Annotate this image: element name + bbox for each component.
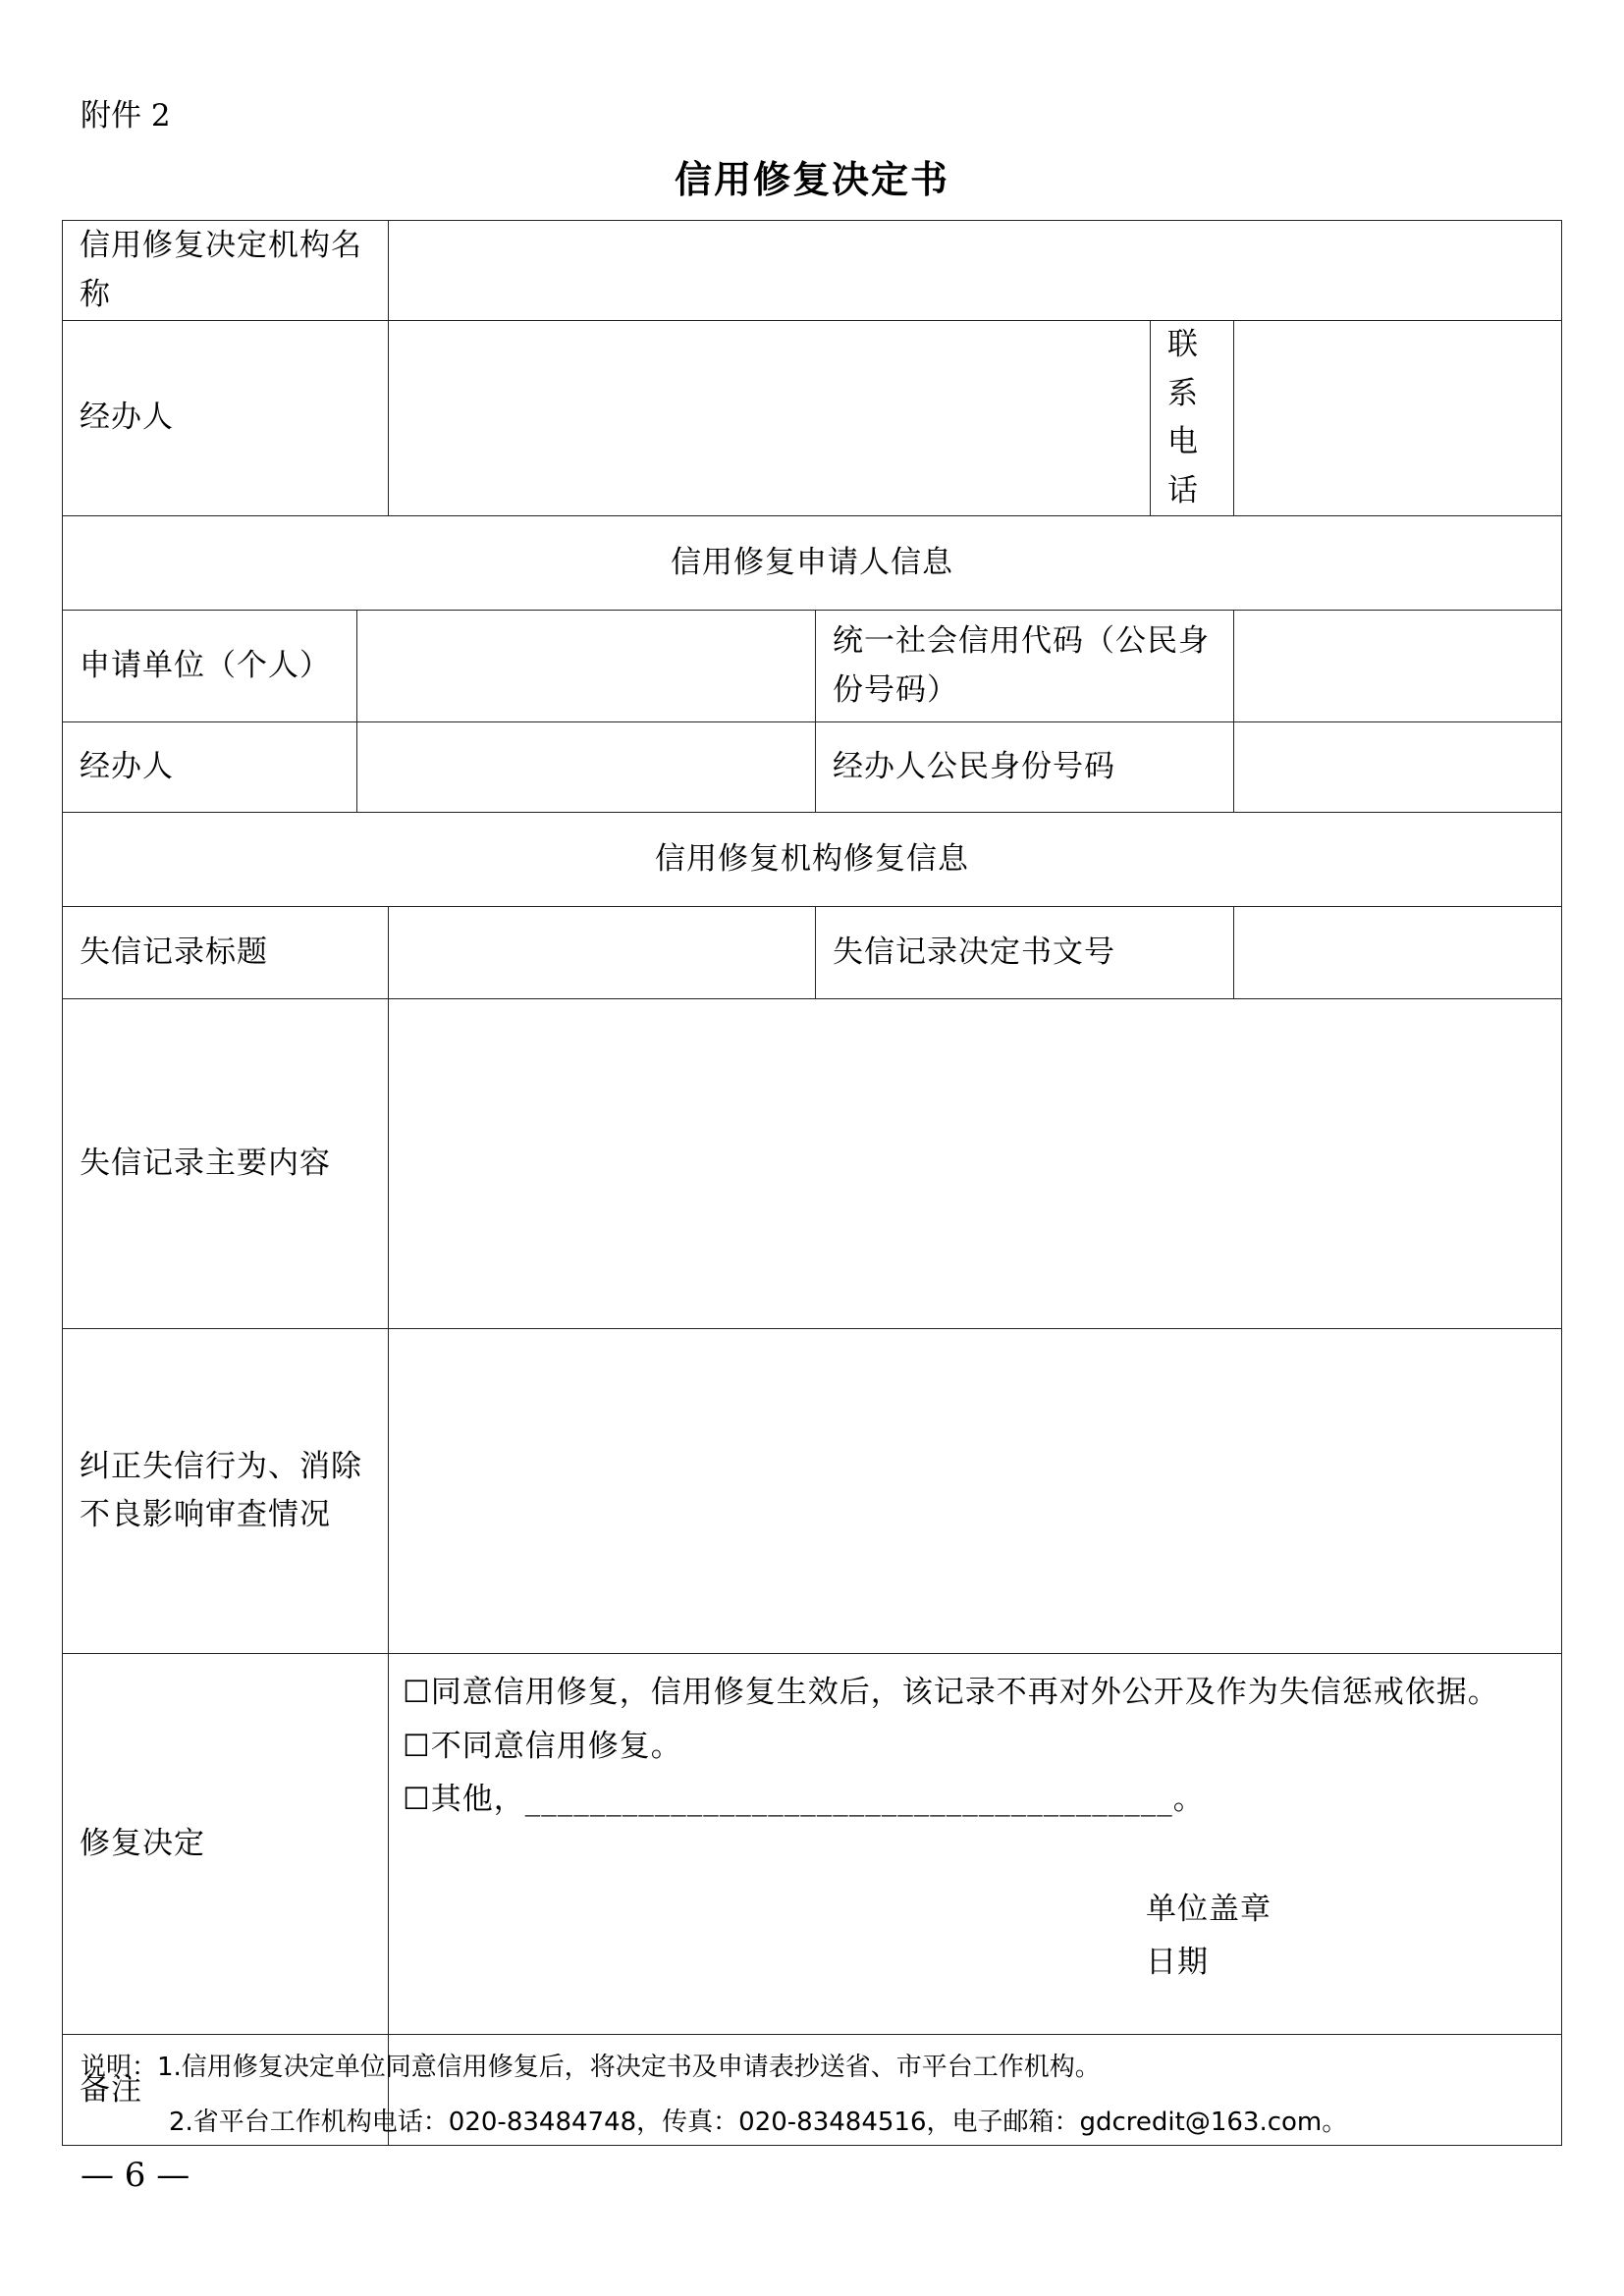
note-2: 2.省平台工作机构电话：020-83484748，传真：020-83484516，电子邮箱：gdcredit@163.com。	[169, 2108, 1348, 2137]
table-row	[63, 611, 1562, 722]
applicant-section-heading: 信用修复申请人信息	[63, 516, 1562, 611]
handler-id-field[interactable]	[1234, 722, 1562, 813]
record-title-field[interactable]	[389, 907, 816, 999]
org-name-label: 信用修复决定机构名称	[63, 221, 389, 321]
record-content-field[interactable]	[389, 999, 1562, 1329]
table-row	[63, 321, 1562, 516]
attachment-label: 附件 2	[81, 98, 171, 133]
phone-label: 联系电话	[1151, 321, 1234, 516]
handler-id-label: 经办人公民身份号码	[816, 722, 1234, 813]
org-name-field[interactable]	[389, 221, 1562, 321]
seal-label: 单位盖章	[1146, 1892, 1272, 1928]
option-disagree-checkbox[interactable]: ☐不同意信用修复。	[403, 1728, 682, 1764]
decision-form-table	[62, 220, 1562, 2146]
table-row	[63, 722, 1562, 813]
decision-no-label: 失信记录决定书文号	[816, 907, 1234, 999]
document-title: 信用修复决定书	[674, 158, 949, 201]
option-other-checkbox[interactable]: ☐其他，________________________________________。	[403, 1781, 1205, 1817]
signature-block	[1146, 1883, 1544, 1990]
applicant-handler-label: 经办人	[63, 722, 357, 813]
date-label: 日期	[1146, 1945, 1209, 1981]
handler-label: 经办人	[63, 321, 389, 516]
table-row	[63, 1329, 1562, 1654]
remarks-label: 备注	[63, 2035, 389, 2146]
handler-field[interactable]	[389, 321, 1151, 516]
record-content-label: 失信记录主要内容	[63, 999, 389, 1329]
table-row	[63, 999, 1562, 1329]
notes-block	[81, 2040, 1347, 2150]
decision-options-cell	[389, 1654, 1562, 2035]
applicant-unit-field[interactable]	[357, 611, 816, 722]
table-row	[63, 813, 1562, 907]
note-1: 说明：1.信用修复决定单位同意信用修复后，将决定书及申请表抄送省、市平台工作机构。	[81, 2053, 1101, 2082]
decision-label: 修复决定	[63, 1654, 389, 2035]
review-field[interactable]	[389, 1329, 1562, 1654]
phone-field[interactable]	[1234, 321, 1562, 516]
credit-code-field[interactable]	[1234, 611, 1562, 722]
table-row	[63, 221, 1562, 321]
credit-code-label: 统一社会信用代码（公民身份号码）	[816, 611, 1234, 722]
repair-section-heading: 信用修复机构修复信息	[63, 813, 1562, 907]
table-row	[63, 516, 1562, 611]
applicant-handler-field[interactable]	[357, 722, 816, 813]
applicant-unit-label: 申请单位（个人）	[63, 611, 357, 722]
table-row	[63, 907, 1562, 999]
page-number: — 6 —	[81, 2156, 190, 2195]
table-row	[63, 1654, 1562, 2035]
decision-no-field[interactable]	[1234, 907, 1562, 999]
record-title-label: 失信记录标题	[63, 907, 389, 999]
review-label: 纠正失信行为、消除不良影响审查情况	[63, 1329, 389, 1654]
option-agree-checkbox[interactable]: ☐同意信用修复，信用修复生效后，该记录不再对外公开及作为失信惩戒依据。	[403, 1675, 1499, 1711]
